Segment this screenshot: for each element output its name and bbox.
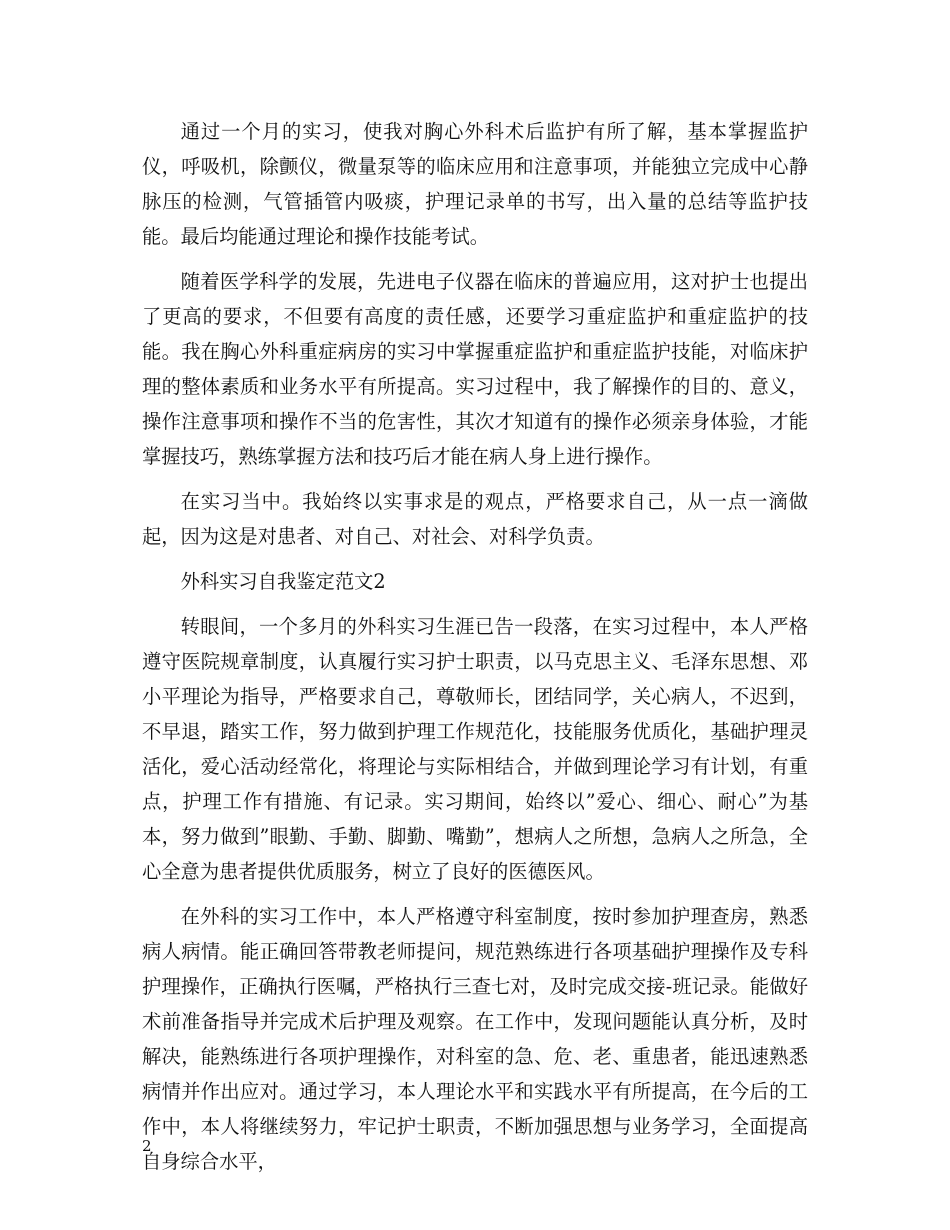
document-body: [142, 114, 808, 1179]
paragraph-4: 转眼间，一个多月的外科实习生涯已告一段落，在实习过程中，本人严格遵守医院规章制度，认真履行实习护士职责，以马克思主义、毛泽东思想、邓小平理论为指导，严格要求自己，尊敬师长，团结同学，关心病人，不迟到，不早退，踏实工作，努力做到护理工作规范化，技能服务优质化，基础护理灵活化，爱心活动经常化，将理论与实际相结合，并做到理论学习有计划，有重点，护理工作有措施、有记录。实习期间，始终以”爱心、细心、耐心”为基本，努力做到”眼勤、手勤、脚勤、嘴勤”，想病人之所想，急病人之所急，全心全意为患者提供优质服务，树立了良好的医德医风。: [142, 615, 808, 883]
paragraph-2: 随着医学科学的发展，先进电子仪器在临床的普遍应用，这对护士也提出了更高的要求，不但要有高度的责任感，还要学习重症监护和重症监护的技能。我在胸心外科重症病房的实习中掌握重症监护和重症监护技能，对临床护理的整体素质和业务水平有所提高。实习过程中，我了解操作的目的、意义，操作注意事项和操作不当的危害性，其次才知道有的操作必须亲身体验，才能掌握技巧，熟练掌握方法和技巧后才能在病人身上进行操作。: [142, 270, 808, 468]
page-number: 2: [142, 1137, 152, 1155]
paragraph-5: 在外科的实习工作中，本人严格遵守科室制度，按时参加护理查房，熟悉病人病情。能正确回答带教老师提问，规范熟练进行各项基础护理操作及专科护理操作，正确执行医嘱，严格执行三查七对，及时完成交接-班记录。能做好术前准备指导并完成术后护理及观察。在工作中，发现问题能认真分析，及时解决，能熟练进行各项护理操作，对科室的急、危、老、重患者，能迅速熟悉病情并作出应对。通过学习，本人理论水平和实践水平有所提高，在今后的工作中，本人将继续努力，牢记护士职责，不断加强思想与业务学习，全面提高自身综合水平，: [142, 905, 808, 1173]
paragraph-3: 在实习当中。我始终以实事求是的观点，严格要求自己，从一点一滴做起，因为这是对患者、对自己、对社会、对科学负责。: [142, 490, 808, 548]
paragraph-1: 通过一个月的实习，使我对胸心外科术后监护有所了解，基本掌握监护仪，呼吸机，除颤仪，微量泵等的临床应用和注意事项，并能独立完成中心静脉压的检测，气管插管内吸痰，护理记录单的书写，出入量的总结等监护技能。最后均能通过理论和操作技能考试。: [142, 120, 808, 248]
section-heading: 外科实习自我鉴定范文2: [180, 570, 386, 593]
